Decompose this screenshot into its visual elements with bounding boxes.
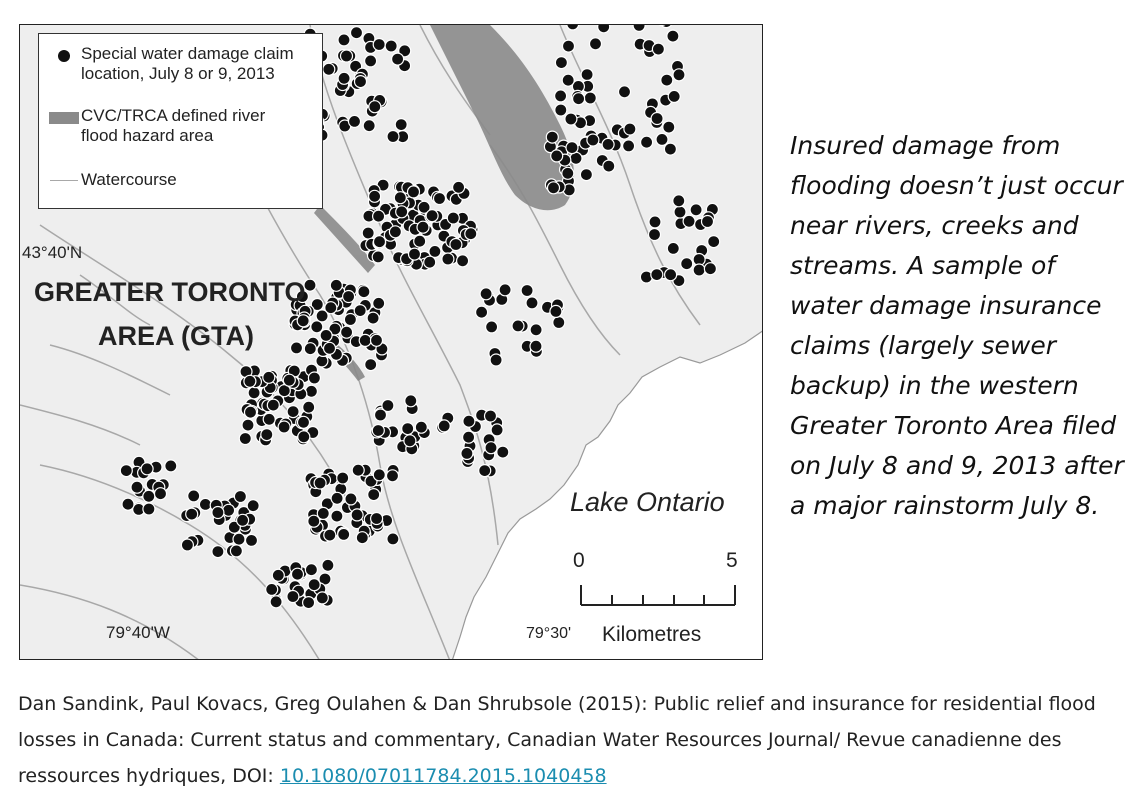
- claim-dot: [155, 488, 167, 500]
- claim-dot: [322, 559, 334, 571]
- claim-dot: [562, 167, 574, 179]
- claim-dot: [497, 446, 509, 458]
- claim-dot: [212, 507, 224, 519]
- claim-dot: [584, 92, 596, 104]
- legend-flood-row: [47, 106, 291, 146]
- claim-dot: [405, 395, 417, 407]
- claim-dot: [580, 169, 592, 181]
- claim-dot: [338, 528, 350, 540]
- claim-dot: [465, 228, 477, 240]
- claim-dot: [704, 263, 716, 275]
- claim-dot: [665, 269, 677, 281]
- claim-dot: [673, 69, 685, 81]
- claim-dot: [356, 532, 368, 544]
- claim-dot: [143, 503, 155, 515]
- legend-flood-label: CVC/TRCA defined river flood hazard area: [81, 106, 266, 145]
- claim-dot: [263, 371, 275, 383]
- claim-dot: [683, 215, 695, 227]
- claim-dot: [649, 229, 661, 241]
- claim-dot: [355, 76, 367, 88]
- claim-dot: [308, 372, 320, 384]
- claim-dot: [352, 464, 364, 476]
- claim-dot: [681, 258, 693, 270]
- claim-dot: [633, 25, 645, 31]
- claim-dot: [298, 431, 310, 443]
- claim-dot: [389, 226, 401, 238]
- region-label-line1: GREATER TORONTO: [34, 277, 306, 307]
- claim-dot: [667, 242, 679, 254]
- claim-dot: [331, 492, 343, 504]
- claim-dot: [323, 63, 335, 75]
- flood-claims-map: [19, 24, 763, 660]
- claim-dot: [368, 489, 380, 501]
- claim-dot: [619, 86, 631, 98]
- claim-dot: [358, 286, 370, 298]
- claim-dot: [546, 131, 558, 143]
- claim-dot: [308, 579, 320, 591]
- claim-dot: [223, 504, 235, 516]
- claim-dot: [550, 305, 562, 317]
- region-label-line2: AREA (GTA): [98, 321, 254, 351]
- claim-dot: [521, 285, 533, 297]
- claim-dot: [344, 314, 356, 326]
- claim-dot: [311, 321, 323, 333]
- claim-dot: [338, 34, 350, 46]
- claim-dot-icon: [58, 50, 70, 62]
- legend-watercourse-row: [47, 170, 177, 190]
- scale-max-label: 5: [726, 549, 738, 572]
- claim-dot: [186, 508, 198, 520]
- claim-dot: [661, 74, 673, 86]
- claim-dot: [385, 40, 397, 52]
- claim-dot: [414, 235, 426, 247]
- claim-dot: [652, 43, 664, 55]
- claim-dot: [553, 317, 565, 329]
- claim-dot: [463, 431, 475, 443]
- claim-dot: [530, 324, 542, 336]
- claim-dot: [365, 55, 377, 67]
- claim-dot: [141, 463, 153, 475]
- map-caption: Insured damage from flooding doesn’t just occur near rivers, creeks and streams. A sample of water damage insurance claims (largely sewer backup) in the western Greater Toronto Area filed on July 8 and 9, 2013 after a major rainstorm July 8.: [790, 131, 1124, 520]
- claim-dot: [562, 74, 574, 86]
- claim-dot: [453, 181, 465, 193]
- claim-dot: [242, 419, 254, 431]
- claim-dot: [373, 210, 385, 222]
- claim-dot: [261, 429, 273, 441]
- claim-dot: [316, 310, 328, 322]
- claim-dot: [623, 140, 635, 152]
- scale-min-label: 0: [573, 549, 585, 572]
- claim-dot: [373, 39, 385, 51]
- claim-dot: [270, 596, 282, 608]
- claim-dot: [304, 343, 316, 355]
- claim-dot: [320, 329, 332, 341]
- claim-dot: [587, 134, 599, 146]
- claim-dot: [263, 413, 275, 425]
- claim-dot: [447, 212, 459, 224]
- claim-dot: [486, 321, 498, 333]
- claim-dot: [120, 465, 132, 477]
- claim-dot: [371, 334, 383, 346]
- claim-dot: [188, 490, 200, 502]
- claim-dot: [708, 236, 720, 248]
- claim-dot: [409, 248, 421, 260]
- claim-dot: [387, 533, 399, 545]
- claim-dot: [442, 253, 454, 265]
- claim-dot: [239, 433, 251, 445]
- claim-dot: [331, 510, 343, 522]
- latitude-label: 43°40'N: [22, 243, 83, 262]
- claim-dot: [316, 592, 328, 604]
- claim-dot: [324, 529, 336, 541]
- claim-dot: [491, 424, 503, 436]
- claim-dot: [304, 279, 316, 291]
- claim-dot: [673, 195, 685, 207]
- claim-dot: [499, 284, 511, 296]
- claim-dot: [248, 387, 260, 399]
- claim-dot: [551, 150, 563, 162]
- claim-dot: [651, 269, 663, 281]
- claim-dot: [122, 498, 134, 510]
- claim-dot: [424, 256, 436, 268]
- claim-dot: [234, 491, 246, 503]
- claim-dot: [305, 564, 317, 576]
- claim-dot: [354, 305, 366, 317]
- claim-dot: [237, 514, 249, 526]
- claim-dot: [590, 38, 602, 50]
- claim-dot: [244, 375, 256, 387]
- claim-dot: [392, 53, 404, 65]
- claim-dot: [245, 406, 257, 418]
- claim-dot: [351, 27, 363, 39]
- claim-dot: [247, 500, 259, 512]
- flood-area-swatch-icon: [49, 112, 79, 124]
- claim-dot: [555, 57, 567, 69]
- citation: [18, 686, 1128, 794]
- claim-dot: [363, 120, 375, 132]
- claim-dot: [372, 251, 384, 263]
- claim-dot: [426, 210, 438, 222]
- claim-dot: [362, 227, 374, 239]
- claim-dot: [417, 221, 429, 233]
- claim-dot: [394, 192, 406, 204]
- claim-dot: [365, 359, 377, 371]
- map-legend: [38, 33, 323, 209]
- claim-dot: [165, 460, 177, 472]
- claim-dot: [581, 69, 593, 81]
- claim-dot: [314, 477, 326, 489]
- claim-dot: [359, 334, 371, 346]
- claim-dot: [450, 239, 462, 251]
- claim-dot: [668, 90, 680, 102]
- legend-claims-label: Special water damage claim location, July 8 or 9, 2013: [81, 44, 294, 83]
- legend-claims-row: [47, 44, 311, 84]
- claim-dot: [573, 93, 585, 105]
- claim-dot: [367, 312, 379, 324]
- claim-dot: [287, 591, 299, 603]
- claim-dot: [602, 138, 614, 150]
- claim-dot: [297, 315, 309, 327]
- claim-dot: [548, 182, 560, 194]
- longitude-label-east: 79°30': [526, 625, 572, 642]
- claim-dot: [656, 133, 668, 145]
- claim-dot: [530, 340, 542, 352]
- claim-dot: [566, 142, 578, 154]
- claim-dot: [330, 279, 342, 291]
- claim-dot: [212, 546, 224, 558]
- claim-dot: [267, 399, 279, 411]
- claim-dot: [283, 374, 295, 386]
- claim-dot: [395, 119, 407, 131]
- claim-dot: [563, 40, 575, 52]
- longitude-label-west: 79°40'W: [106, 623, 170, 642]
- claim-dot: [278, 421, 290, 433]
- claim-dot: [343, 291, 355, 303]
- claim-dot: [476, 306, 488, 318]
- claim-dot: [457, 255, 469, 267]
- claim-dot: [603, 160, 615, 172]
- claim-dot: [341, 50, 353, 62]
- claim-dot: [674, 206, 686, 218]
- claim-dot: [387, 470, 399, 482]
- claim-dot: [396, 206, 408, 218]
- claim-dot: [663, 121, 675, 133]
- claim-dot: [649, 216, 661, 228]
- lake-label: Lake Ontario: [570, 487, 725, 517]
- claim-dot: [230, 545, 242, 557]
- claim-dot: [266, 583, 278, 595]
- claim-dot: [373, 469, 385, 481]
- claim-dot: [624, 123, 636, 135]
- claim-dot: [485, 410, 497, 422]
- claim-dot: [555, 90, 567, 102]
- claim-dot: [415, 421, 427, 433]
- claim-dot: [664, 143, 676, 155]
- claim-dot: [404, 435, 416, 447]
- scale-unit-label: Kilometres: [602, 623, 702, 646]
- claim-dot: [131, 481, 143, 493]
- claim-dot: [246, 534, 258, 546]
- claim-dot: [369, 101, 381, 113]
- claim-dot: [702, 216, 714, 228]
- claim-dot: [341, 326, 353, 338]
- claim-dot: [374, 236, 386, 248]
- legend-watercourse-label: Watercourse: [81, 170, 177, 189]
- claim-dot: [373, 297, 385, 309]
- claim-dot: [298, 416, 310, 428]
- claim-dot: [402, 423, 414, 435]
- claim-dot: [292, 568, 304, 580]
- claim-dot: [345, 493, 357, 505]
- watercourse-line-icon: [50, 180, 78, 181]
- claim-dot: [408, 186, 420, 198]
- claim-dot: [308, 515, 320, 527]
- claim-dot: [324, 342, 336, 354]
- claim-dot: [351, 509, 363, 521]
- claim-dot: [372, 425, 384, 437]
- claim-dot: [434, 193, 446, 205]
- claim-dot: [375, 409, 387, 421]
- claim-dot: [490, 354, 502, 366]
- claim-dot: [641, 136, 653, 148]
- claim-dot: [272, 569, 284, 581]
- claim-dot: [667, 30, 679, 42]
- claim-dot: [303, 401, 315, 413]
- doi-link[interactable]: 10.1080/07011784.2015.1040458: [279, 765, 607, 787]
- claim-dot: [233, 533, 245, 545]
- citation-text: Dan Sandink, Paul Kovacs, Greg Oulahen & Dan Shrubsole (2015): Public relief and insurance for residential flood losses in Canada: Current status and commentary, Canadian Water Resources Journal/ Revue canadienne des ressources hydriques, DOI:: [18, 693, 1096, 787]
- claim-dot: [526, 297, 538, 309]
- claim-dot: [371, 513, 383, 525]
- claim-dot: [429, 245, 441, 257]
- claim-dot: [303, 597, 315, 609]
- claim-dot: [555, 104, 567, 116]
- claim-dot: [291, 342, 303, 354]
- claim-dot: [369, 190, 381, 202]
- claim-dot: [479, 465, 491, 477]
- claim-dot: [199, 498, 211, 510]
- claim-dot: [512, 320, 524, 332]
- claim-dot: [651, 113, 663, 125]
- claim-dot: [387, 131, 399, 143]
- claim-dot: [480, 288, 492, 300]
- claim-dot: [693, 264, 705, 276]
- claim-dot: [598, 25, 610, 33]
- claim-dot: [287, 406, 299, 418]
- claim-dot: [349, 115, 361, 127]
- claim-dot: [338, 72, 350, 84]
- claim-dot: [143, 490, 155, 502]
- claim-dot: [485, 442, 497, 454]
- claim-dot: [461, 447, 473, 459]
- claim-dot: [690, 204, 702, 216]
- claim-dot: [463, 415, 475, 427]
- claim-dot: [438, 420, 450, 432]
- claim-dot: [565, 113, 577, 125]
- claim-dot: [337, 472, 349, 484]
- claim-dot: [181, 539, 193, 551]
